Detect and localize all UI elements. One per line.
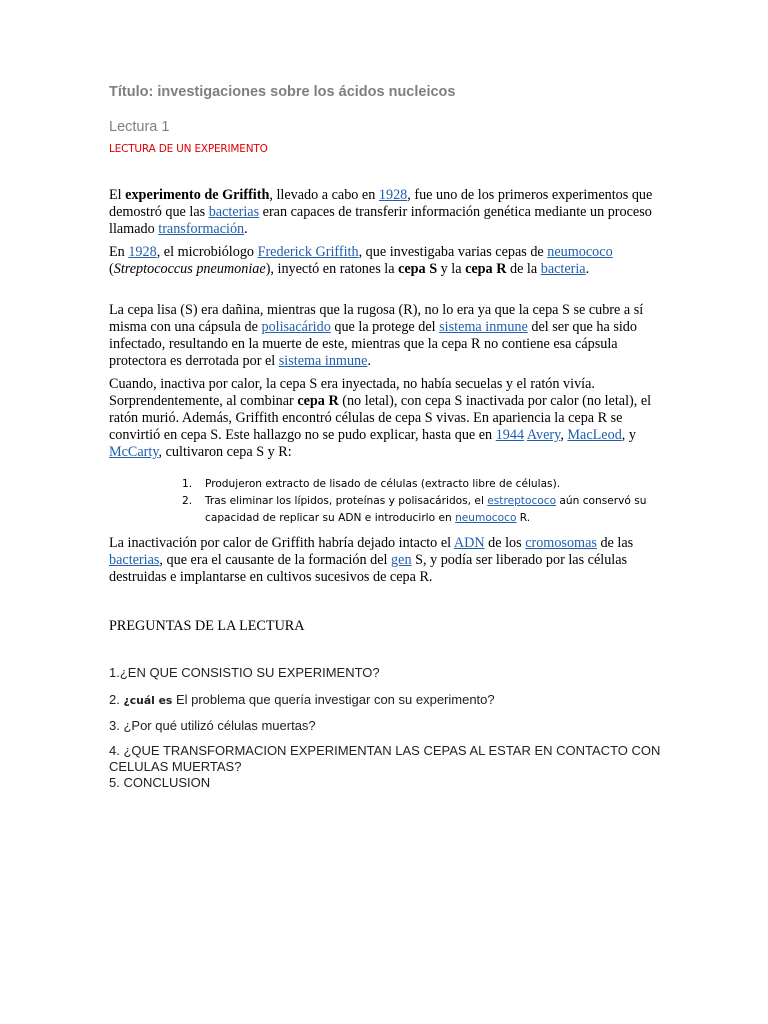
- link-estreptococo[interactable]: estreptococo: [487, 495, 557, 507]
- bold-text: cepa S: [398, 261, 438, 277]
- link-frederick-griffith[interactable]: Frederick Griffith: [257, 244, 359, 260]
- link-cromosomas[interactable]: cromosomas: [525, 535, 597, 551]
- link-polisacarido[interactable]: polisacárido: [261, 319, 331, 335]
- question-1: 1.¿EN QUE CONSISTIO SU EXPERIMENTO?: [109, 665, 380, 680]
- link-bacterias[interactable]: bacterias: [109, 552, 160, 568]
- list-item-text: Produjeron extracto de lisado de células (extracto libre de células).: [205, 478, 561, 490]
- experiment-steps-list: [182, 476, 652, 527]
- question-2: 2. ¿cuál es El problema que quería investigar con su experimento?: [109, 692, 495, 707]
- link-bacteria[interactable]: bacteria: [540, 261, 586, 277]
- link-1944[interactable]: 1944: [495, 427, 525, 443]
- bold-text: experimento de Griffith: [125, 187, 270, 203]
- paragraph-griffith-strains: En 1928, el microbiólogo Frederick Griffith, que investigaba varias cepas de neumococo (Streptococcus pneumoniae), inyectó en ratones la cepa S y la cepa R de la bacteria.: [109, 244, 613, 277]
- list-item: 2. Tras eliminar los lípidos, proteínas y polisacáridos, el estreptococo aún conservó su capacidad de replicar su ADN e introducirlo en neumococo R.: [182, 495, 647, 524]
- list-item: [182, 476, 652, 493]
- link-bacterias[interactable]: bacterias: [208, 204, 260, 220]
- link-macleod[interactable]: MacLeod: [567, 427, 622, 443]
- question-4: 4. ¿QUE TRANSFORMACION EXPERIMENTAN LAS CEPAS AL ESTAR EN CONTACTO CON CELULAS MUERTAS?: [109, 743, 661, 774]
- questions-heading: PREGUNTAS DE LA LECTURA: [109, 618, 305, 634]
- bold-text: ¿cuál es: [123, 694, 173, 707]
- question-3: 3. ¿Por qué utilizó células muertas?: [109, 718, 316, 733]
- link-adn[interactable]: ADN: [453, 535, 485, 551]
- reading-number: Lectura 1: [109, 119, 170, 135]
- reading-heading: LECTURA DE UN EXPERIMENTO: [109, 143, 268, 155]
- paragraph-griffith-intro: El experimento de Griffith, llevado a cabo en 1928, fue uno de los primeros experimentos que demostró que las bacterias eran capaces de transferir información genética mediante un proceso llamado transformación.: [109, 187, 653, 237]
- paragraph-conclusion-adn: La inactivación por calor de Griffith habría dejado intacto el ADN de los cromosomas de las bacterias, que era el causante de la formación del gen S, y podía ser liberado por las células destruidas e implantarse en cultivos sucesivos de cepa R.: [109, 535, 634, 585]
- link-sistema-inmune[interactable]: sistema inmune: [278, 353, 368, 369]
- bold-text: cepa R: [465, 261, 507, 277]
- document-title: Título: investigaciones sobre los ácidos nucleicos: [109, 84, 456, 100]
- link-1928[interactable]: 1928: [128, 244, 157, 260]
- link-mccarty[interactable]: McCarty: [109, 444, 159, 460]
- link-transformacion[interactable]: transformación: [158, 221, 245, 237]
- list-number: 2.: [182, 495, 193, 507]
- link-neumococo[interactable]: neumococo: [455, 512, 517, 524]
- list-number: 1.: [182, 478, 193, 490]
- bold-text: cepa R: [297, 393, 339, 409]
- link-neumococo[interactable]: neumococo: [547, 244, 613, 260]
- paragraph-heat-inactivation: Cuando, inactiva por calor, la cepa S era inyectada, no había secuelas y el ratón vivía. Sorprendentemente, al combinar cepa R (no letal), con cepa S inactivada por calor (no letal), el ratón murió. Además, Griffith encontró células de cepa S vivas. En apariencia la cepa R se convirtió en cepa S. Este hallazgo no se pudo explicar, hasta que en 1944 Avery, MacLeod, y McCarty, cultivaron cepa S y R:: [109, 376, 652, 460]
- link-1928[interactable]: 1928: [378, 187, 408, 203]
- link-sistema-inmune[interactable]: sistema inmune: [439, 319, 528, 335]
- link-avery[interactable]: Avery: [526, 427, 561, 443]
- italic-species-name: Streptococcus pneumoniae: [113, 261, 266, 277]
- paragraph-strain-capsule: La cepa lisa (S) era dañina, mientras que la rugosa (R), no lo era ya que la cepa S se cubre a sí misma con una cápsula de polisacárido que la protege del sistema inmune del ser que ha sido infectado, resultando en la muerte de este, mientras que la cepa R no contiene esa cápsula protectora es derrotada por el sistema inmune.: [109, 302, 644, 369]
- question-5: 5. CONCLUSION: [109, 775, 211, 790]
- link-gen[interactable]: gen: [391, 552, 412, 568]
